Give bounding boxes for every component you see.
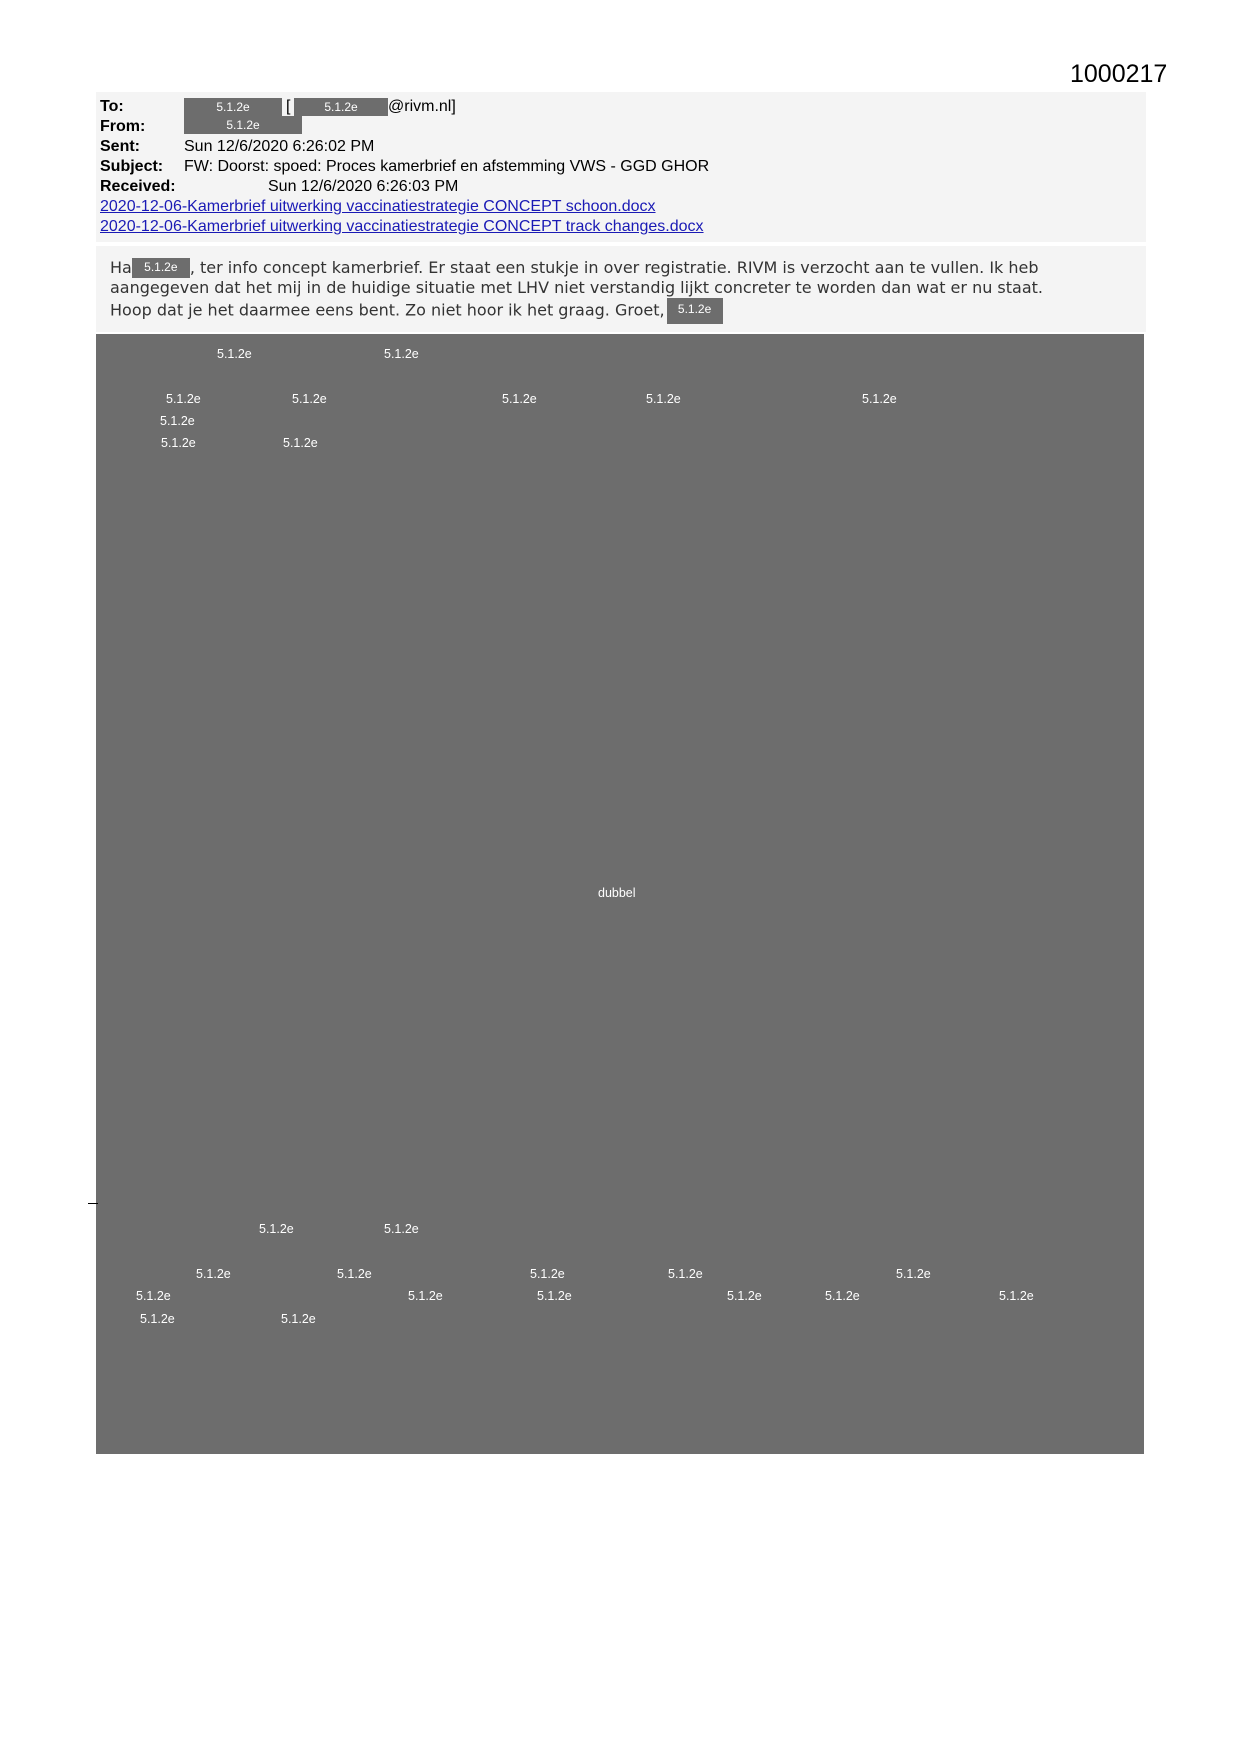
redaction-code: 5.1.2e — [217, 347, 252, 361]
redaction-code: 5.1.2e — [502, 392, 537, 406]
redaction-code: 5.1.2e — [259, 1222, 294, 1236]
sent-value: Sun 12/6/2020 6:26:02 PM — [184, 138, 375, 155]
redaction-code: 5.1.2e — [292, 392, 327, 406]
redaction-box: 5.1.2e — [667, 298, 723, 324]
body-line — [110, 298, 723, 324]
redaction-code: 5.1.2e — [668, 1267, 703, 1281]
redaction-code: 5.1.2e — [283, 436, 318, 450]
redaction-code: 5.1.2e — [825, 1289, 860, 1303]
subject-value: FW: Doorst: spoed: Proces kamerbrief en afstemming VWS - GGD GHOR — [184, 158, 710, 175]
redaction-box: 5.1.2e — [294, 98, 388, 116]
redaction-code: 5.1.2e — [196, 1267, 231, 1281]
redaction-code: 5.1.2e — [136, 1289, 171, 1303]
redaction-code: 5.1.2e — [727, 1289, 762, 1303]
redaction-code: 5.1.2e — [862, 392, 897, 406]
redaction-box: 5.1.2e — [184, 116, 302, 134]
email-body — [96, 246, 1146, 332]
to-bracket: [ — [286, 98, 291, 115]
redaction-box: 5.1.2e — [132, 258, 190, 278]
sent-label: Sent: — [100, 138, 140, 155]
attachment-link[interactable]: 2020-12-06-Kamerbrief uitwerking vaccinatiestrategie CONCEPT track changes.docx — [100, 218, 704, 235]
to-label: To: — [100, 98, 124, 115]
redaction-code: 5.1.2e — [161, 436, 196, 450]
redaction-code: 5.1.2e — [384, 347, 419, 361]
body-greeting: Ha — [110, 258, 132, 277]
redacted-label: dubbel — [598, 886, 636, 900]
to-domain: @rivm.nl] — [388, 98, 456, 115]
redaction-code: 5.1.2e — [384, 1222, 419, 1236]
body-line-1: , ter info concept kamerbrief. Er staat een stukje in over registratie. RIVM is verzocht aan te vullen. Ik heb — [189, 258, 1039, 277]
received-value: Sun 12/6/2020 6:26:03 PM — [268, 178, 459, 195]
redaction-code: 5.1.2e — [140, 1312, 175, 1326]
redaction-box: 5.1.2e — [184, 98, 282, 116]
redaction-code: 5.1.2e — [896, 1267, 931, 1281]
document-number: 1000217 — [1070, 60, 1168, 88]
divider — [88, 1203, 98, 1204]
body-line — [110, 258, 1039, 278]
redaction-code: 5.1.2e — [166, 392, 201, 406]
subject-label: Subject: — [100, 158, 164, 175]
body-line-3: Hoop dat je het daarmee eens bent. Zo niet hoor ik het graag. Groet, — [110, 300, 665, 320]
redaction-code: 5.1.2e — [337, 1267, 372, 1281]
redaction-code: 5.1.2e — [999, 1289, 1034, 1303]
redaction-code: 5.1.2e — [408, 1289, 443, 1303]
email-header — [96, 92, 1146, 242]
from-label: From: — [100, 118, 146, 135]
redaction-code: 5.1.2e — [646, 392, 681, 406]
redaction-code: 5.1.2e — [530, 1267, 565, 1281]
redacted-block — [96, 334, 1144, 1454]
body-line-2: aangegeven dat het mij in de huidige situatie met LHV niet verstandig lijkt concreter te worden dan wat er nu staat. — [110, 278, 1044, 297]
redaction-code: 5.1.2e — [160, 414, 195, 428]
redaction-code: 5.1.2e — [537, 1289, 572, 1303]
redaction-code: 5.1.2e — [281, 1312, 316, 1326]
attachment-link[interactable]: 2020-12-06-Kamerbrief uitwerking vaccinatiestrategie CONCEPT schoon.docx — [100, 198, 656, 215]
received-label: Received: — [100, 178, 176, 195]
